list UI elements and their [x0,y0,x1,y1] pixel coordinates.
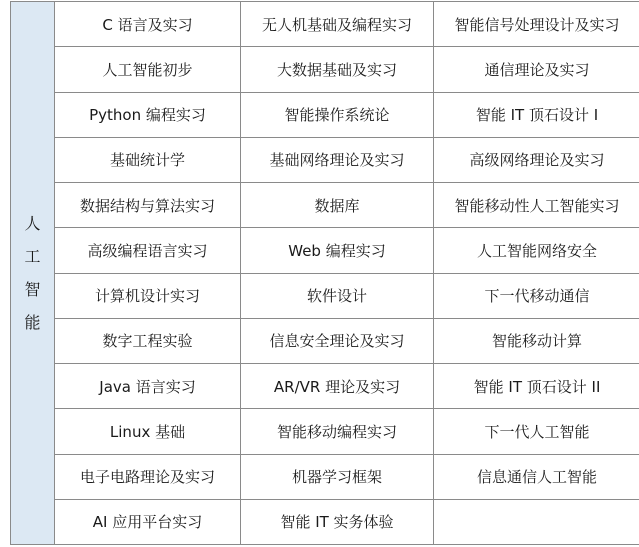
course-cell: Python 编程实习 [55,92,241,137]
course-cell: 信息安全理论及实习 [241,318,434,363]
table-row [11,364,639,409]
course-cell: 数字工程实验 [55,318,241,363]
category-label: 人工智能 [24,214,41,332]
course-cell: 智能操作系统论 [241,92,434,137]
course-cell: 计算机设计实习 [55,273,241,318]
table-row [11,409,639,454]
course-cell: 信息通信人工智能 [434,454,639,499]
table-row [11,92,639,137]
table-row [11,47,639,92]
course-cell: AI 应用平台实习 [55,499,241,544]
course-cell: 数据结构与算法实习 [55,183,241,228]
course-cell: 人工智能初步 [55,47,241,92]
course-cell: 大数据基础及实习 [241,47,434,92]
table-row [11,137,639,182]
course-cell: 电子电路理论及实习 [55,454,241,499]
course-cell: 无人机基础及编程实习 [241,2,434,47]
course-cell: 智能移动性人工智能实习 [434,183,639,228]
course-cell: Java 语言实习 [55,364,241,409]
curriculum-table-body [11,2,639,545]
course-cell: 高级编程语言实习 [55,228,241,273]
table-row [11,499,639,544]
course-cell: 智能信号处理设计及实习 [434,2,639,47]
course-cell: 智能移动编程实习 [241,409,434,454]
table-row [11,2,639,47]
course-cell: AR/VR 理论及实习 [241,364,434,409]
course-cell: 高级网络理论及实习 [434,137,639,182]
table-row [11,183,639,228]
course-cell: 软件设计 [241,273,434,318]
course-cell: Linux 基础 [55,409,241,454]
course-cell: 智能 IT 顶石设计 I [434,92,639,137]
course-cell: Web 编程实习 [241,228,434,273]
course-cell: 人工智能网络安全 [434,228,639,273]
table-row [11,228,639,273]
course-cell: 智能移动计算 [434,318,639,363]
course-cell: 智能 IT 实务体验 [241,499,434,544]
table-row [11,273,639,318]
empty-cell [434,499,639,544]
course-cell: 下一代移动通信 [434,273,639,318]
course-cell: 下一代人工智能 [434,409,639,454]
curriculum-table [10,1,639,545]
course-cell: 机器学习框架 [241,454,434,499]
course-cell: 智能 IT 顶石设计 II [434,364,639,409]
course-cell: 基础网络理论及实习 [241,137,434,182]
course-cell: 基础统计学 [55,137,241,182]
course-cell: 数据库 [241,183,434,228]
course-cell: C 语言及实习 [55,2,241,47]
category-cell [11,2,55,545]
table-row [11,454,639,499]
table-row [11,318,639,363]
course-cell: 通信理论及实习 [434,47,639,92]
